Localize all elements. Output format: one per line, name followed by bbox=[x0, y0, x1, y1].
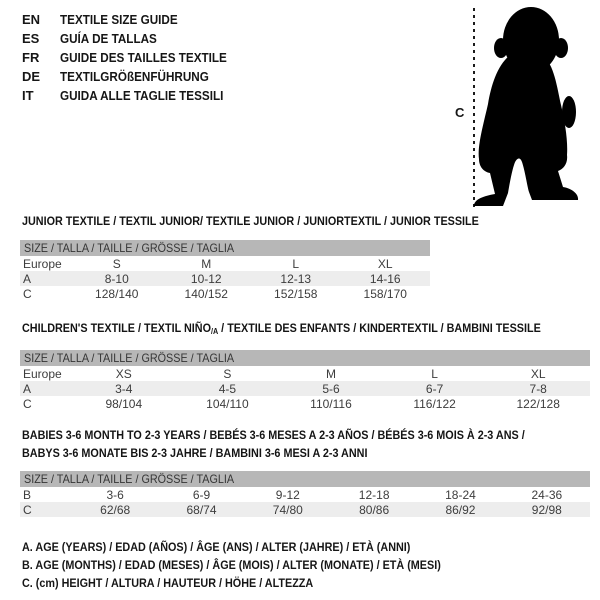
cell: 74/80 bbox=[245, 502, 331, 517]
cell: 18-24 bbox=[445, 487, 476, 502]
babies-title-line1-text: BABIES 3-6 MONTH TO 2-3 YEARS / BEBÉS 3-6 MESES A 2-3 AÑOS / BÉBÉS 3-6 MOIS À 2-3 ANS / bbox=[22, 428, 525, 442]
cell: 116/122 bbox=[413, 396, 456, 411]
language-title: TEXTILE SIZE GUIDE bbox=[60, 12, 178, 27]
language-row-fr bbox=[22, 48, 245, 67]
language-row-es bbox=[22, 29, 245, 48]
cell: 5-6 bbox=[279, 381, 383, 396]
cell: 104/110 bbox=[206, 396, 249, 411]
cell: 140/152 bbox=[184, 286, 228, 301]
cell: 68/74 bbox=[158, 502, 244, 517]
footnote-c: C. (cm) HEIGHT / ALTURA / HAUTEUR / HÖHE / ALTEZZA bbox=[22, 576, 314, 590]
cell: 122/128 bbox=[516, 396, 560, 411]
cell: 80/86 bbox=[331, 502, 417, 517]
language-code: DE bbox=[22, 69, 41, 84]
cell: 10-12 bbox=[162, 271, 252, 286]
table-row bbox=[20, 487, 590, 502]
children-section-title-text: CHILDREN'S TEXTILE / TEXTIL NIÑO/A / TEXTILE DES ENFANTS / KINDERTEXTIL / BAMBINI TESSILE bbox=[22, 321, 541, 336]
cell: 12-18 bbox=[358, 487, 390, 502]
language-title: GUIDA ALLE TAGLIE TESSILI bbox=[60, 88, 224, 103]
size-header-label: SIZE / TALLA / TAILLE / GRÖSSE / TAGLIA bbox=[24, 351, 235, 365]
row-label: Europe bbox=[23, 256, 62, 271]
language-code: EN bbox=[22, 12, 41, 27]
cell: L bbox=[292, 256, 300, 271]
row-label: C bbox=[20, 502, 72, 517]
table-header-bar bbox=[20, 350, 590, 366]
language-code: ES bbox=[22, 31, 40, 46]
cell: 8-10 bbox=[72, 271, 162, 286]
cell: 24-36 bbox=[531, 487, 563, 502]
cell: 98/104 bbox=[105, 396, 143, 411]
junior-section-title bbox=[22, 214, 530, 228]
cell: 92/98 bbox=[504, 502, 590, 517]
cell: 62/68 bbox=[72, 502, 158, 517]
cell: 9-12 bbox=[275, 487, 300, 502]
cell: 4-5 bbox=[176, 381, 280, 396]
table-row bbox=[20, 271, 430, 286]
junior-section-title-text: JUNIOR TEXTILE / TEXTIL JUNIOR/ TEXTILE JUNIOR / JUNIORTEXTIL / JUNIOR TESSILE bbox=[22, 214, 479, 228]
cell: S bbox=[223, 366, 232, 381]
height-c-label: C bbox=[455, 105, 465, 120]
size-header-label: SIZE / TALLA / TAILLE / GRÖSSE / TAGLIA bbox=[24, 472, 235, 486]
children-section-title bbox=[22, 321, 598, 336]
cell: XS bbox=[115, 366, 132, 381]
language-code: FR bbox=[22, 50, 40, 65]
cell: 6-7 bbox=[383, 381, 487, 396]
row-label: C bbox=[23, 286, 32, 301]
table-header-bar bbox=[20, 471, 590, 487]
language-title-list bbox=[22, 10, 245, 105]
cell: M bbox=[325, 366, 336, 381]
row-label: A bbox=[20, 381, 72, 396]
junior-size-table bbox=[20, 240, 430, 301]
language-row-de bbox=[22, 67, 245, 86]
cell: S bbox=[112, 256, 121, 271]
language-row-it bbox=[22, 86, 245, 105]
height-measure-figure bbox=[455, 0, 600, 215]
cell: 12-13 bbox=[251, 271, 341, 286]
table-row bbox=[20, 256, 430, 271]
cell: 110/116 bbox=[310, 396, 352, 411]
cell: 3-6 bbox=[106, 487, 124, 502]
language-code: IT bbox=[22, 88, 34, 103]
cell: 14-16 bbox=[341, 271, 431, 286]
language-title: TEXTILGRÖßENFÜHRUNG bbox=[60, 69, 209, 84]
footnote-a: A. AGE (YEARS) / EDAD (AÑOS) / ÂGE (ANS) / ALTER (JAHRE) / ETÀ (ANNI) bbox=[22, 540, 411, 554]
row-label: A bbox=[20, 271, 72, 286]
cell: XL bbox=[530, 366, 546, 381]
cell: XL bbox=[377, 256, 393, 271]
footnote-legend bbox=[22, 538, 487, 592]
babies-section-title-line2 bbox=[22, 446, 406, 460]
table-header-bar bbox=[20, 240, 430, 256]
cell: 86/92 bbox=[417, 502, 503, 517]
cell: L bbox=[431, 366, 438, 381]
baby-silhouette-icon bbox=[455, 0, 600, 215]
row-label: C bbox=[23, 396, 32, 411]
cell: 7-8 bbox=[486, 381, 590, 396]
cell: 158/170 bbox=[363, 286, 407, 301]
cell: 6-9 bbox=[192, 487, 211, 502]
babies-size-table bbox=[20, 471, 590, 517]
cell: M bbox=[201, 256, 212, 271]
row-label: Europe bbox=[23, 366, 62, 381]
babies-title-line2-text: BABYS 3-6 MONATE BIS 2-3 JAHRE / BAMBINI 3-6 MESI A 2-3 ANNI bbox=[22, 446, 368, 460]
footnote-b: B. AGE (MONTHS) / EDAD (MESES) / ÂGE (MOIS) / ALTER (MONATE) / ETÀ (MESI) bbox=[22, 558, 441, 572]
table-row bbox=[20, 286, 430, 301]
language-title: GUÍA DE TALLAS bbox=[60, 31, 157, 46]
babies-section-title-line1 bbox=[22, 428, 581, 442]
table-row bbox=[20, 396, 590, 411]
cell: 3-4 bbox=[72, 381, 176, 396]
cell: 152/158 bbox=[274, 286, 318, 301]
table-row bbox=[20, 502, 590, 517]
language-row-en bbox=[22, 10, 245, 29]
children-size-table bbox=[20, 350, 590, 411]
size-header-label: SIZE / TALLA / TAILLE / GRÖSSE / TAGLIA bbox=[24, 241, 235, 255]
cell: 128/140 bbox=[95, 286, 139, 301]
table-row bbox=[20, 366, 590, 381]
table-row bbox=[20, 381, 590, 396]
language-title: GUIDE DES TAILLES TEXTILE bbox=[60, 50, 227, 65]
row-label: B bbox=[23, 487, 32, 502]
